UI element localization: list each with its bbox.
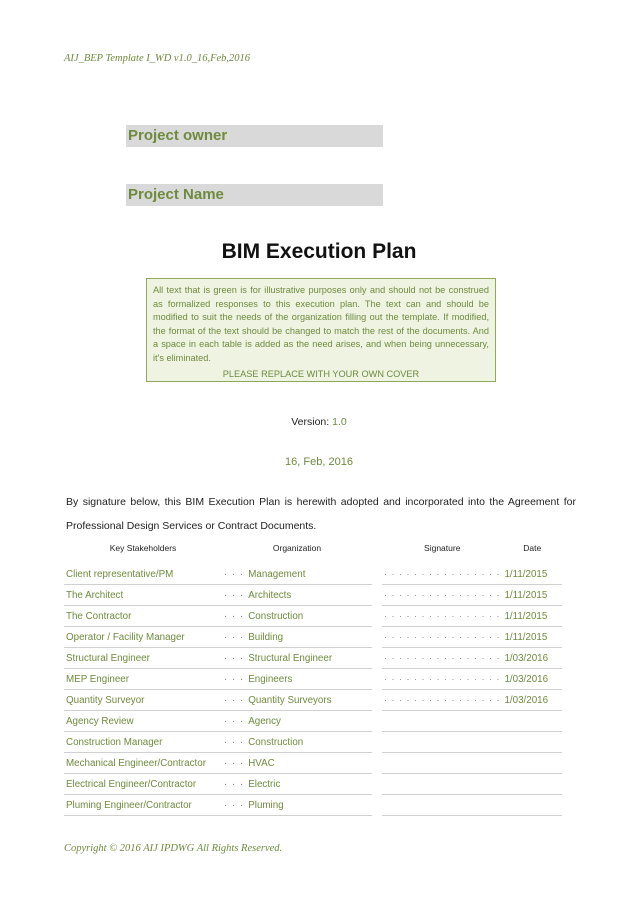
- organization-cell: [222, 606, 372, 627]
- org-leader-dots: · · ·: [224, 778, 245, 790]
- signature-cell[interactable]: · · · · · · · · · · · · · · · ·: [382, 648, 502, 669]
- signature-statement: By signature below, this BIM Execution Plan is herewith adopted and incorporated into the Agreement for Professional Design Services or Contract Documents.: [66, 496, 576, 532]
- date-cell: [502, 732, 562, 753]
- replace-cover-note: PLEASE REPLACE WITH YOUR OWN COVER: [222, 368, 420, 379]
- table-row: [64, 606, 562, 627]
- organization-name: Agency: [248, 715, 281, 727]
- org-leader-dots: · · ·: [224, 610, 245, 622]
- table-row: [64, 627, 562, 648]
- header-organization: Organization: [272, 544, 322, 553]
- org-leader-dots: · · ·: [224, 652, 245, 664]
- version-line: [0, 416, 638, 428]
- organization-name: Construction: [248, 736, 304, 748]
- org-leader-dots: · · ·: [224, 736, 245, 748]
- organization-name: Management: [248, 568, 306, 580]
- document-date: 16, Feb, 2016: [285, 456, 353, 468]
- organization-cell: [222, 774, 372, 795]
- organization-name: Quantity Surveyors: [248, 694, 332, 706]
- stakeholder-cell: Mechanical Engineer/Contractor: [64, 753, 222, 774]
- org-leader-dots: · · ·: [224, 799, 245, 811]
- signature-cell[interactable]: · · · · · · · · · · · · · · · ·: [382, 564, 502, 585]
- org-leader-dots: · · ·: [224, 568, 245, 580]
- stakeholder-cell: The Architect: [64, 585, 222, 606]
- table-row: [64, 753, 562, 774]
- organization-cell: [222, 585, 372, 606]
- organization-name: Construction: [248, 610, 304, 622]
- stakeholder-cell: The Contractor: [64, 606, 222, 627]
- document-header-note: AIJ_BEP Template I_WD v1.0_16,Feb,2016: [64, 53, 251, 64]
- project-name-field: Project Name: [126, 184, 383, 206]
- organization-name: Pluming: [248, 799, 284, 811]
- stakeholder-cell: Electrical Engineer/Contractor: [64, 774, 222, 795]
- org-leader-dots: · · ·: [224, 715, 245, 727]
- signature-cell[interactable]: · · · · · · · · · · · · · · · ·: [382, 669, 502, 690]
- stakeholder-cell: Structural Engineer: [64, 648, 222, 669]
- date-cell: 1/11/2015: [502, 606, 562, 627]
- organization-cell: [222, 564, 372, 585]
- stakeholder-cell: Agency Review: [64, 711, 222, 732]
- org-leader-dots: · · ·: [224, 757, 245, 769]
- table-row: [64, 732, 562, 753]
- organization-name: HVAC: [248, 757, 275, 769]
- version-label: Version:: [291, 416, 330, 428]
- signature-cell[interactable]: [382, 711, 502, 732]
- table-row: [64, 669, 562, 690]
- signature-cell[interactable]: [382, 732, 502, 753]
- organization-cell: [222, 732, 372, 753]
- header-key-stakeholders: Key Stakeholders: [109, 544, 177, 553]
- date-cell: 1/11/2015: [502, 585, 562, 606]
- table-header-row: [64, 544, 562, 564]
- date-cell: 1/03/2016: [502, 669, 562, 690]
- organization-cell: [222, 690, 372, 711]
- table-row: [64, 795, 562, 816]
- date-cell: [502, 753, 562, 774]
- organization-cell: [222, 711, 372, 732]
- stakeholder-cell: Pluming Engineer/Contractor: [64, 795, 222, 816]
- stakeholder-cell: Construction Manager: [64, 732, 222, 753]
- stakeholder-cell: Quantity Surveyor: [64, 690, 222, 711]
- organization-cell: [222, 753, 372, 774]
- table-row: [64, 585, 562, 606]
- table-row: [64, 648, 562, 669]
- stakeholder-cell: Operator / Facility Manager: [64, 627, 222, 648]
- table-row: [64, 564, 562, 585]
- organization-name: Engineers: [248, 673, 293, 685]
- date-cell: [502, 774, 562, 795]
- signature-cell[interactable]: · · · · · · · · · · · · · · · ·: [382, 690, 502, 711]
- table-row: [64, 690, 562, 711]
- date-cell: [502, 795, 562, 816]
- organization-cell: [222, 648, 372, 669]
- table-row: [64, 774, 562, 795]
- org-leader-dots: · · ·: [224, 673, 245, 685]
- organization-name: Architects: [248, 589, 292, 601]
- date-cell: 1/03/2016: [502, 648, 562, 669]
- org-leader-dots: · · ·: [224, 694, 245, 706]
- notice-text: All text that is green is for illustrative purposes only and should not be construed as formalized responses to this execution plan. The text can and should be modified to suit the needs of the organization filling out the template. If modified, the format of the text should be changed to match the rest of the documents. And a space in each table is added as the need arises, and when being unnecessary, it's eliminated.: [153, 285, 489, 363]
- copyright-footer: Copyright © 2016 AIJ IPDWG All Rights Reserved.: [64, 843, 283, 854]
- organization-cell: [222, 627, 372, 648]
- date-cell: 1/11/2015: [502, 564, 562, 585]
- stakeholder-table: [64, 544, 562, 816]
- stakeholder-cell: MEP Engineer: [64, 669, 222, 690]
- organization-name: Structural Engineer: [248, 652, 333, 664]
- project-owner-field: Project owner: [126, 125, 383, 147]
- header-date: Date: [523, 544, 542, 553]
- header-signature: Signature: [424, 544, 461, 553]
- organization-cell: [222, 669, 372, 690]
- notice-box: [146, 278, 496, 382]
- organization-name: Building: [248, 631, 284, 643]
- date-cell: 1/11/2015: [502, 627, 562, 648]
- stakeholder-cell: Client representative/PM: [64, 564, 222, 585]
- signature-cell[interactable]: · · · · · · · · · · · · · · · ·: [382, 627, 502, 648]
- table-row: [64, 711, 562, 732]
- org-leader-dots: · · ·: [224, 631, 245, 643]
- organization-name: Electric: [248, 778, 281, 790]
- signature-cell[interactable]: [382, 774, 502, 795]
- signature-cell[interactable]: [382, 753, 502, 774]
- signature-cell[interactable]: · · · · · · · · · · · · · · · ·: [382, 585, 502, 606]
- signature-cell[interactable]: [382, 795, 502, 816]
- date-cell: [502, 711, 562, 732]
- org-leader-dots: · · ·: [224, 589, 245, 601]
- version-value: 1.0: [332, 416, 347, 428]
- date-cell: 1/03/2016: [502, 690, 562, 711]
- document-title: BIM Execution Plan: [221, 240, 417, 263]
- signature-cell[interactable]: · · · · · · · · · · · · · · · ·: [382, 606, 502, 627]
- organization-cell: [222, 795, 372, 816]
